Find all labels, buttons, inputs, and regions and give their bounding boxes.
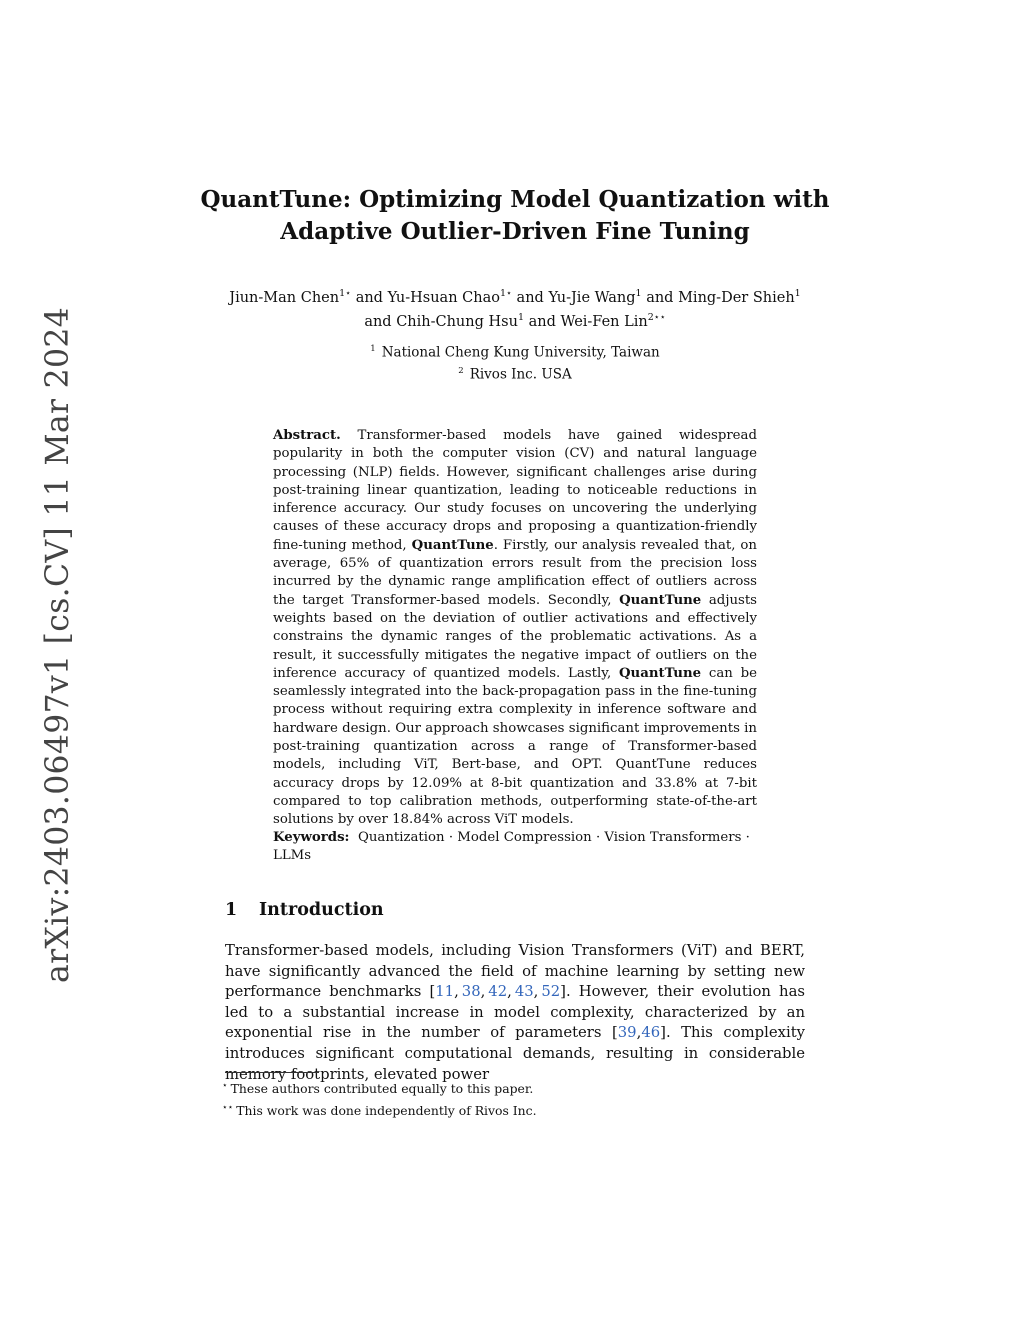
footnote: ⋆⋆ This work was done independently of Rivos Inc. <box>222 1102 537 1118</box>
title-line-2: Adaptive Outlier-Driven Fine Tuning <box>280 218 750 245</box>
method-name: QuantTune <box>411 537 494 553</box>
author: Yu-Hsuan Chao$^{1⋆}$ <box>387 288 512 306</box>
keywords: Keywords: Quantization · Model Compression · Vision Transformers · LLMs <box>273 830 750 864</box>
affiliations <box>300 340 730 383</box>
author: Yu-Jie Wang$^1$ <box>548 288 642 306</box>
method-name: QuantTune <box>619 592 702 608</box>
citation-link[interactable]: 52 <box>541 983 561 1001</box>
author: Wei-Fen Lin$^{2⋆⋆}$ <box>560 311 666 330</box>
abstract: Abstract. Transformer-based models have gained widespread popularity in both the computer vision (CV) and natural language processing (NLP) fields. However, significant challenges arise during post-training linear quantization, leading to noticeable reductions in inference accuracy. Our study focuses on uncovering the underlying causes of these accuracy drops and proposing a quantization-friendly fine-tuning method, QuantTune. Firstly, our analysis revealed that, on average, 65% of quantization errors result from the precision loss incurred by the dynamic range amplification effect of outliers across the target Transformer-based models. Secondly, QuantTune adjusts weights based on the deviation of outlier activations and effectively constrains the dynamic ranges of the problematic activations. As a result, it successfully mitigates the negative impact of outliers on the inference accuracy of quantized models. Lastly, QuantTune can be seamlessly integrated into the back-propagation pass in the fine-tuning process without requiring extra complexity in inference software and hardware design. Our approach showcases significant improvements in post-training quantization across a range of Transformer-based models, including ViT, Bert-base, and OPT. QuantTune reduces accuracy drops by 12.09% at 8-bit quantization and 33.8% at 7-bit compared to top calibration methods, outperforming state-of-the-art solutions by over 18.84% across ViT models. <box>273 428 757 828</box>
footnote: ⋆ These authors contributed equally to this paper. <box>222 1081 534 1097</box>
footnotes <box>222 1077 802 1120</box>
abstract-label: Abstract. <box>273 428 341 443</box>
citation-link[interactable]: 38 <box>461 983 481 1001</box>
author-list: Jiun-Man Chen$^{1⋆}$ and Yu-Hsuan Chao$^{1⋆}$ and Yu-Jie Wang$^1$ and Ming-Der Shieh$^1$ and Chih-Chung Hsu$^1$ and Wei-Fen Lin$^{2⋆⋆}$ <box>229 288 801 330</box>
method-name: QuantTune <box>618 665 702 681</box>
author: Chih-Chung Hsu$^1$ <box>396 311 524 330</box>
author: Ming-Der Shieh$^1$ <box>678 288 801 306</box>
author: Jiun-Man Chen$^{1⋆}$ <box>229 288 352 306</box>
affiliation: $^2$ Rivos Inc. USA <box>458 365 572 382</box>
paper-title <box>200 184 830 248</box>
title-line-1: QuantTune: Optimizing Model Quantization with <box>200 186 830 213</box>
section-title: Introduction <box>259 900 384 920</box>
keywords-label: Keywords: <box>273 830 350 845</box>
citation-link[interactable]: 42 <box>488 983 508 1001</box>
section-number: 1 <box>225 900 238 920</box>
section-heading <box>225 900 384 920</box>
citation-link[interactable]: 46 <box>641 1024 661 1042</box>
affiliation: $^1$ National Cheng Kung University, Taiwan <box>370 344 660 361</box>
arxiv-side-identifier: arXiv:2403.06497v1 [cs.CV] 11 Mar 2024 <box>40 306 77 984</box>
citation-link[interactable]: 43 <box>514 983 534 1001</box>
footnote-rule <box>225 1072 319 1073</box>
citation-link[interactable]: 39 <box>617 1024 637 1042</box>
introduction-paragraph: Transformer-based models, including Vision Transformers (ViT) and BERT, have significantly advanced the field of machine learning by setting new performance benchmarks [11, 38, 42, 43, 52]. However, their evolution has led to a substantial increase in model complexity, characterized by an exponential rise in the number of parameters [39,46]. This complexity introduces significant computational demands, resulting in considerable memory footprints, elevated power <box>225 942 805 1083</box>
citation-link[interactable]: 11 <box>435 983 455 1001</box>
